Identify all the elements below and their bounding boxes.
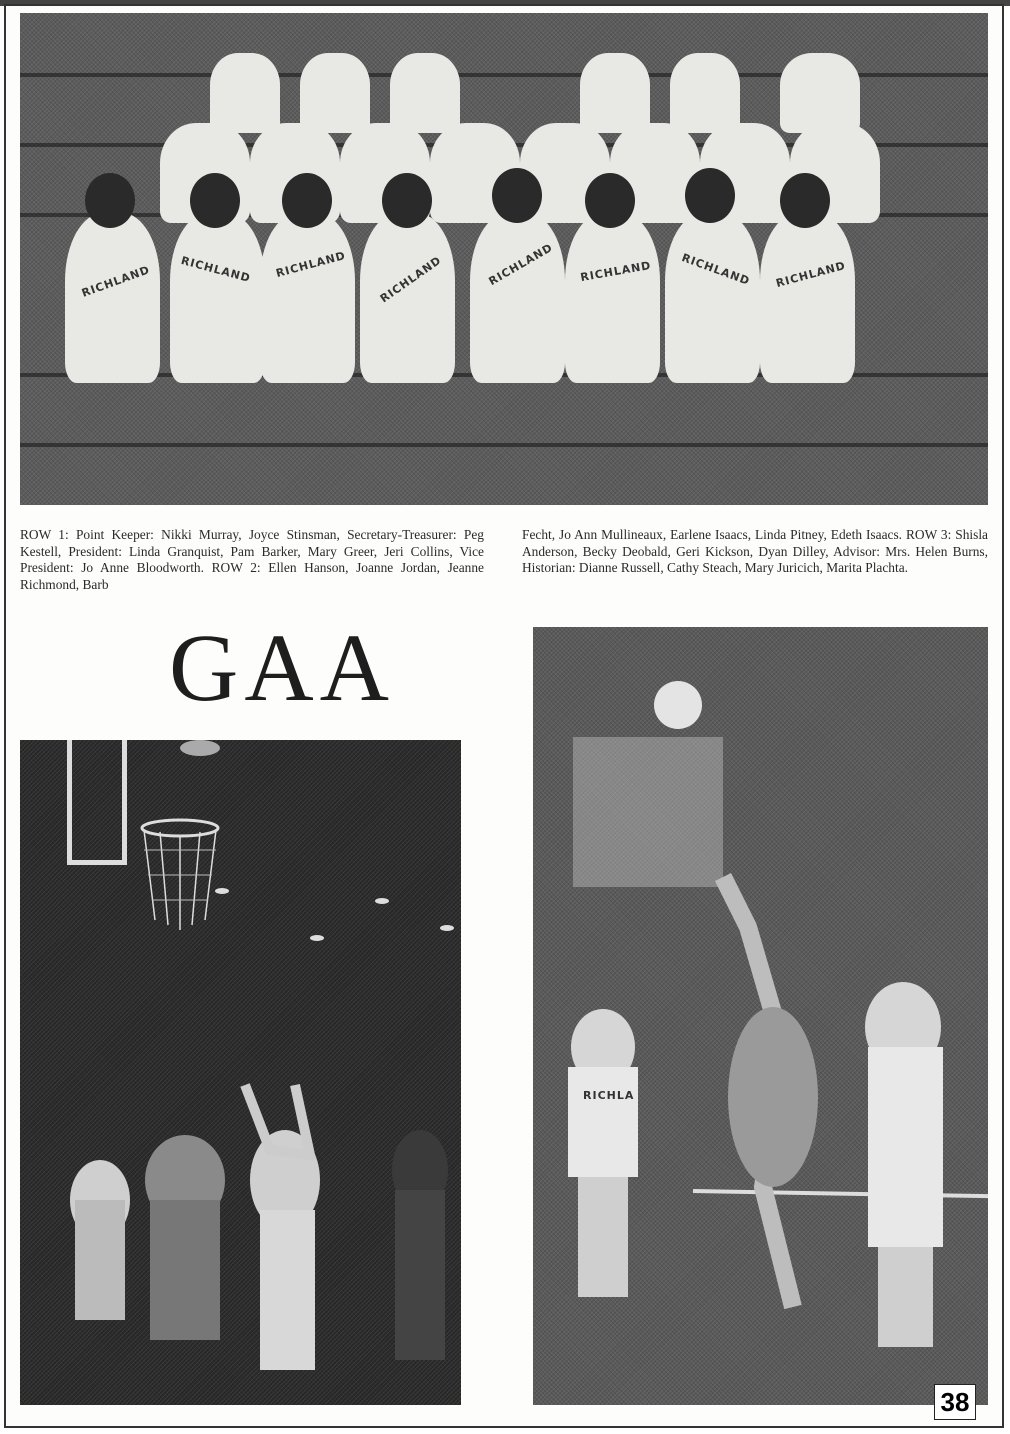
team-member bbox=[760, 213, 855, 383]
team-member bbox=[260, 213, 355, 383]
team-member-head bbox=[585, 173, 635, 228]
shirt-lettering: RICHLAND bbox=[486, 240, 556, 289]
team-member bbox=[565, 213, 660, 383]
page-number: 38 bbox=[934, 1384, 976, 1420]
team-member-head bbox=[85, 173, 135, 228]
team-member bbox=[300, 53, 370, 133]
basketball-scene bbox=[20, 740, 461, 1405]
team-member bbox=[780, 53, 860, 133]
caption-right-column: Fecht, Jo Ann Mullineaux, Earlene Isaacs, Linda Pitney, Edeth Isaacs. ROW 3: Shisla Anderson, Becky Deobald, Geri Kickson, Dyan Dilley, Advisor: Mrs. Helen Burns, Historian: Dianne Russell, Cathy Steach, Mary Juricich, Marita Plachta. bbox=[522, 527, 988, 575]
shirt-lettering: RICHLAND bbox=[579, 258, 653, 285]
shirt-lettering: RICHLA bbox=[583, 1089, 635, 1102]
shirt-lettering: RICHLAND bbox=[179, 253, 253, 286]
ceiling-light bbox=[440, 925, 454, 931]
team-member-head bbox=[190, 173, 240, 228]
team-photo bbox=[20, 13, 988, 505]
shirt-lettering: RICHLAND bbox=[679, 251, 752, 288]
shirt-lettering: RICHLAND bbox=[774, 258, 848, 291]
team-member-head bbox=[492, 168, 542, 223]
team-member bbox=[670, 53, 740, 133]
caption-left-column: ROW 1: Point Keeper: Nikki Murray, Joyce Stinsman, Secretary-Treasurer: Peg Kestell, President: Linda Granquist, Pam Barker, Mary Greer, Jeri Collins, Vice President: Jo Anne Bloodworth. ROW 2: Ellen Hanson, Joanne Jordan, Jeanne Richmond, Barb bbox=[20, 527, 484, 592]
team-member-head bbox=[685, 168, 735, 223]
volleyball-photo bbox=[533, 627, 988, 1405]
basketball-photo bbox=[20, 740, 461, 1405]
shirt-lettering: RICHLAND bbox=[274, 248, 348, 281]
team-member bbox=[390, 53, 460, 133]
team-member-head bbox=[382, 173, 432, 228]
volleyball-scene bbox=[533, 627, 988, 1405]
ceiling-light bbox=[310, 935, 324, 941]
team-member bbox=[580, 53, 650, 133]
shirt-lettering: RICHLAND bbox=[79, 263, 152, 300]
bleacher-row bbox=[20, 443, 988, 447]
team-member-head bbox=[282, 173, 332, 228]
team-member bbox=[210, 53, 280, 133]
team-member bbox=[170, 213, 265, 383]
page-title: GAA bbox=[169, 614, 395, 721]
team-member bbox=[665, 213, 760, 383]
shirt-lettering: RICHLAND bbox=[377, 253, 444, 306]
team-member bbox=[470, 213, 565, 383]
team-member-head bbox=[780, 173, 830, 228]
ceiling-light bbox=[375, 898, 389, 904]
ceiling-light bbox=[215, 888, 229, 894]
team-member bbox=[360, 213, 455, 383]
team-member bbox=[65, 213, 160, 383]
